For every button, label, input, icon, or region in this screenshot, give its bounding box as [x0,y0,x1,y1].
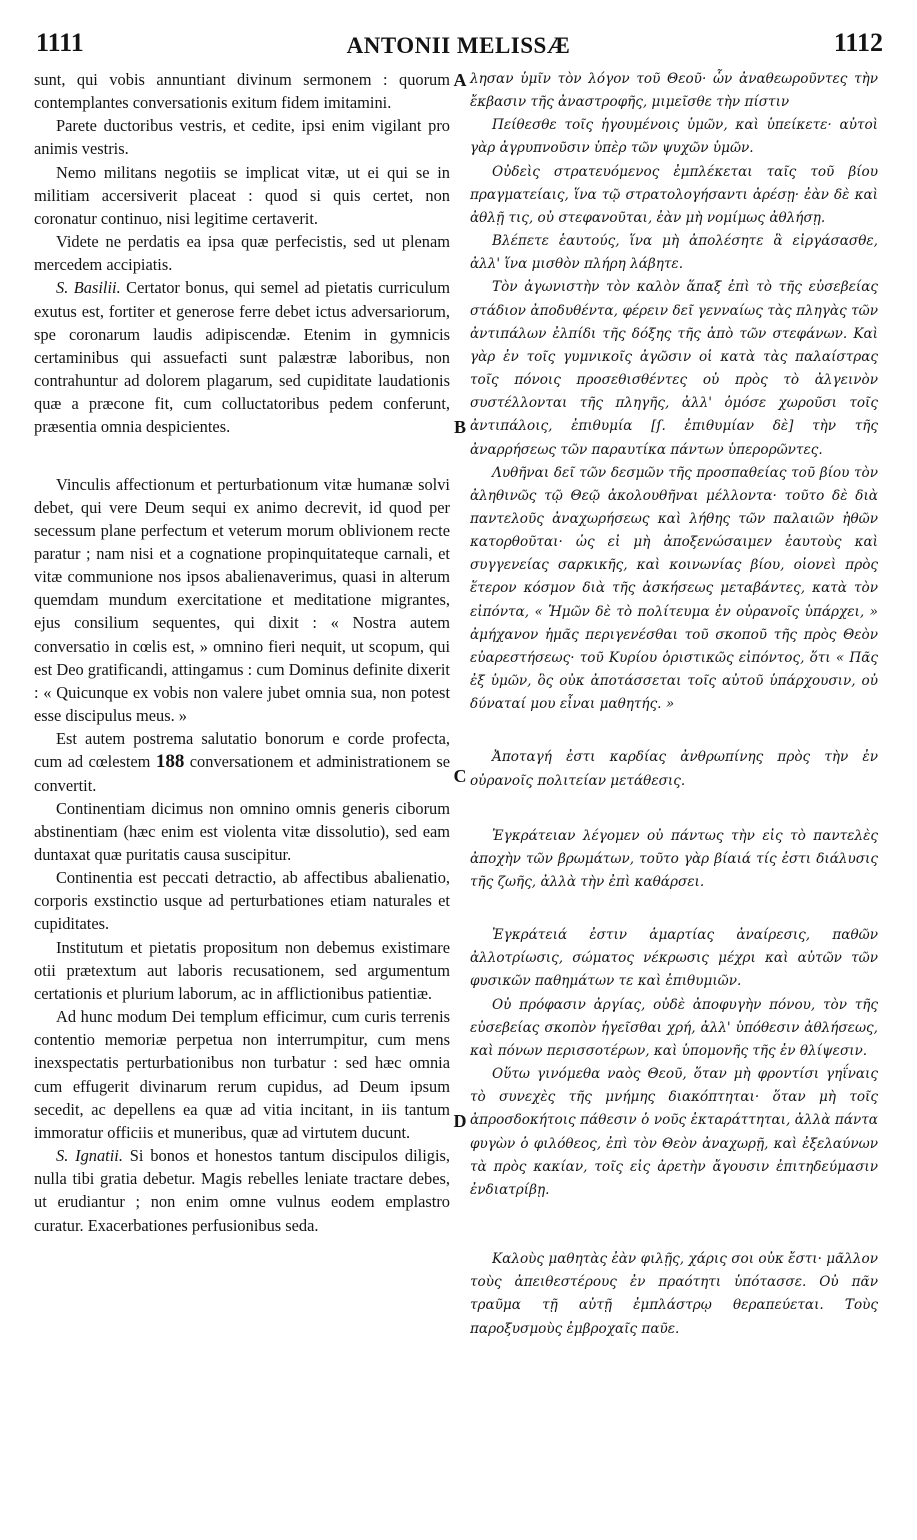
latin-text: Si bonos et honestos tantum discipulos diligis, nulla tibi gratia debetur. Magis rebelles leniate tractare debes, ut erudiantur ; non enim omne vulnus eodem emplastro curatur. Exacerbationes perfusionibus seda. [34,1146,450,1235]
latin-paragraph: sunt, qui vobis annuntiant divinum sermonem : quorum contemplantes conversationis exitum fidem imitamini. [34,70,450,113]
attribution-basil: S. Basilii. [56,278,121,298]
greek-paragraph: Πείθεσθε τοῖς ἡγουμένοις ὑμῶν, καὶ ὑπείκετε· αὐτοὶ γὰρ ἀγρυπνοῦσιν ὑπὲρ τῶν ψυχῶν ὑμῶν. [470,117,878,157]
greek-paragraph: Τὸν ἀγωνιστὴν τὸν καλὸν ἅπαξ ἐπὶ τὸ τῆς εὐσεβείας στάδιον ἀποδυθέντα, φέρειν δεῖ γενναίως τὰς πληγὰς τῶν ἀντιπάλων ἐλπίδι τῆς δόξης τῆς ἀπὸ τῶν στεφάνων. Καὶ γὰρ ἐν τοῖς γυμνικοῖς ἀγῶσιν οἱ κατὰ τὰς παλαίστρας τοῖς πόνοις προσεθισθέντες οὐ πρὸς τὸ ἀλγεινὸν συστέλλονται τῆς πληγῆς, ἀλλ' ὁμόσε χωροῦσι τοῖς ἀντιπάλοις, ἐπιθυμία [ſ. ἐπιθυμίαν δὲ] τὴν τῆς ἀναρρήσεως τῶν παραυτίκα πάντων ὑπερορῶντες. [470,279,878,458]
latin-paragraph [34,1144,450,1237]
latin-text: conversationem et administrationem se convertit. [34,752,450,795]
latin-paragraph: Parete ductoribus vestris, et cedite, ipsi enim vigilant pro animis vestris. [34,116,450,159]
latin-text: Certator bonus, qui semel ad pietatis curriculum exutus est, fortiter et generose ferre debet ictus adversariorum, spe coronarum laudis adipiscendæ. Etenim in gymnicis certaminibus qui assuefacti sunt palæstræ laboribus, non contrahuntur ad dolorem plagarum, sed cupiditate laudationis quæ a præcone fit, cum colluctatoribus pedem conferunt, præsentia omnia despicientes. [34,278,450,437]
page-number-right: 1112 [833,28,883,57]
greek-paragraph: Βλέπετε ἑαυτούς, ἵνα μὴ ἀπολέσητε ἃ εἰργάσασθε, ἀλλ' ἵνα μισθὸν πλήρη λάβητε. [470,233,878,273]
latin-paragraph: Ad hunc modum Dei templum efficimur, cum curis terrenis contentio memoriæ perpetua non interrumpitur, cum mens inexspectatis perturbationibus non turbatur : sed hæc omnia cum effugerit divinarum rerum cupidus, ad Deum ipsum secedit, ac depellens ea quæ ad vitia incitant, in iis tantum immoratur officiis et muneribus, quæ ad virtutem ducunt. [34,1007,450,1142]
latin-paragraph: Vinculis affectionum et perturbationum vitæ humanæ solvi debet, qui vere Deum sequi ex animo decrevit, id quod per secessum plane perfectum et veterum morum oblivionem recte paratur ; nam nisi et a cognatione propinquitateque carnali, et vitæ communione nos ipsos abalienaverimus, quasi in alterum quemdam mundum exercitatione et meditatione migrantes, ejus consilium sequentes, qui dixit : « Nostra autem conversatio in cœlis est, » omnino fieri nequit, ut scopum, qui est Deo gratificandi, attingamus : cum Dominus definite dixerit : « Quicunque ex vobis non valere jubet omnia sua, non potest esse discipulus meus. » [34,474,450,726]
greek-paragraph: Λυθῆναι δεῖ τῶν δεσμῶν τῆς προσπαθείας τοῦ βίου τὸν ἀληθινῶς τῷ Θεῷ ἀκολουθῆναι μέλλοντα· τοῦτο δὲ διὰ παντελοῦς ἀναχωρήσεως καὶ λήθης τῶν παλαιῶν ἠθῶν κατορθοῦται· ὡς εἰ μὴ ἀποξενώσαιμεν ἑαυτοὺς καὶ συγγενείας σαρκικῆς, καὶ κοινωνίας βίου, οἱονεὶ πρὸς ἕτερον κόσμον διὰ τῆς ἀσκήσεως μεταβάντες, κατὰ τὸν εἰπόντα, « Ἡμῶν δὲ τὸ πολίτευμα ἐν οὐρανοῖς ὑπάρχει, » ἀμήχανον ἡμᾶς περιγενέσθαι τοῦ σκοποῦ τῆς πρὸς Θεὸν εὐαρεστήσεως· τοῦ Κυρίου ὁριστικῶς εἰπόντος, ὅτι « Πᾶς ἐξ ὑμῶν, ὃς οὐκ ἀποτάσσεται τοῖς αὐτοῦ ὑπάρχουσιν, οὐ δύναταί μου εἶναι μαθητής. » [470,464,878,713]
greek-paragraph: Ἐγκράτειαν λέγομεν οὐ πάντως τὴν εἰς τὸ παντελὲς ἀποχὴν τῶν βρωμάτων, τοῦτο γὰρ βίαιά τίς ἐστι διάλυσις τῆς ζωῆς, ἀλλὰ τὴν ἐπὶ καθάρσει. [470,827,878,890]
latin-paragraph: Nemo militans negotiis se implicat vitæ, ut ei qui se in militiam accersiverit placeat : quod si quis certet, non coronatur continuo, nisi legitime certaverit. [34,162,450,228]
latin-paragraph [34,727,450,796]
latin-paragraph: Continentiam dicimus non omnino omnis generis ciborum abstinentiam (hæc enim est violenta vitæ dissolutio), sed eam duntaxat quæ puritatis causa suscipitur. [34,798,450,864]
latin-paragraph: Videte ne perdatis ea ipsa quæ perfecistis, sed ut plenam mercedem accipiatis. [34,232,450,275]
page-number-left: 1111 [36,28,84,57]
greek-paragraph: Οὐδεὶς στρατευόμενος ἐμπλέκεται ταῖς τοῦ βίου πραγματείαις, ἵνα τῷ στρατολογήσαντι ἀρέσῃ· ἐὰν δὲ καὶ ἀθλῇ τις, οὐ στεφανοῦται, ἐὰν μὴ νομίμως ἀθλήσῃ. [470,163,878,226]
column-number: 188 [155,751,185,773]
margin-marker-b: B [453,417,466,437]
margin-marker-a: A [453,70,467,90]
margin-marker-c: C [453,766,467,786]
latin-paragraph: Continentia est peccati detractio, ab affectibus abalienatio, corporis exstinctio usque ad perturbationes etiam naturales et cupiditates. [34,868,450,934]
latin-paragraph [34,276,450,438]
greek-paragraph: Οὐ πρόφασιν ἀργίας, οὐδὲ ἀποφυγὴν πόνου, τὸν τῆς εὐσεβείας σκοπὸν ἡγεῖσθαι χρή, ἀλλ' ὑπόθεσιν ἀθλήσεως, καὶ πόνων περισσοτέρων, καὶ ὑπομονῆς τῆς ἐν θλίψεσιν. [470,996,878,1059]
greek-paragraph: Ἐγκράτειά ἐστιν ἁμαρτίας ἀναίρεσις, παθῶν ἀλλοτρίωσις, σώματος νέκρωσις μέχρι καὶ αὐτῶν τῶν φυσικῶν παθημάτων τε καὶ ἐπιθυμιῶν. [470,927,878,990]
margin-marker-d: D [453,1111,467,1131]
latin-column [34,68,450,1237]
latin-text: Est autem postrema salutatio bonorum e corde profecta, cum ad cœlestem [34,729,450,772]
greek-paragraph: λησαν ὑμῖν τὸν λόγον τοῦ Θεοῦ· ὧν ἀναθεωροῦντες τὴν ἔκβασιν τῆς ἀναστροφῆς, μιμεῖσθε τὴν πίστιν [470,71,878,111]
greek-paragraph: Καλοὺς μαθητὰς ἐὰν φιλῇς, χάρις σοι οὐκ ἔστι· μᾶλλον τοὺς ἀπειθεστέρους ἐν πραότητι ὑπότασσε. Οὐ πᾶν τραῦμα τῇ αὐτῇ ἐμπλάστρῳ θεραπεύεται. Τοὺς παροξυσμοὺς ἐμβροχαῖς παῦε. [470,1251,878,1337]
latin-paragraph: Institutum et pietatis propositum non debemus existimare otii prætextum aut laboris recusationem, sed argumentum certationis et plurium laborum, ac in afflictionibus patientiæ. [34,937,450,1003]
running-title: ANTONII MELISSÆ [346,33,571,58]
greek-paragraph: Οὕτω γινόμεθα ναὸς Θεοῦ, ὅταν μὴ φροντίσι γηΐναις τὸ συνεχὲς τῆς μνήμης διακόπτηται· ὅταν μὴ τοῖς ἀπροσδοκήτοις πάθεσιν ὁ νοῦς ἐκταράττηται, ἀλλὰ πάντα φυγὼν ὁ φιλόθεος, ἐπὶ τὸν Θεὸν ἀναχωρῇ, καὶ ἐξελαύνων τὰ πρὸς κακίαν, τοῖς εἰς ἀρετὴν ἄγουσιν ἐπιτηδεύμασιν ἐνδιατρίβῃ. [470,1066,878,1198]
greek-column [470,68,878,1341]
greek-paragraph: Ἀποταγή ἐστι καρδίας ἀνθρωπίνης πρὸς τὴν ἐν οὐρανοῖς πολιτείαν μετάθεσις. [470,749,878,789]
attribution-ignatius: S. Ignatii. [56,1146,123,1166]
